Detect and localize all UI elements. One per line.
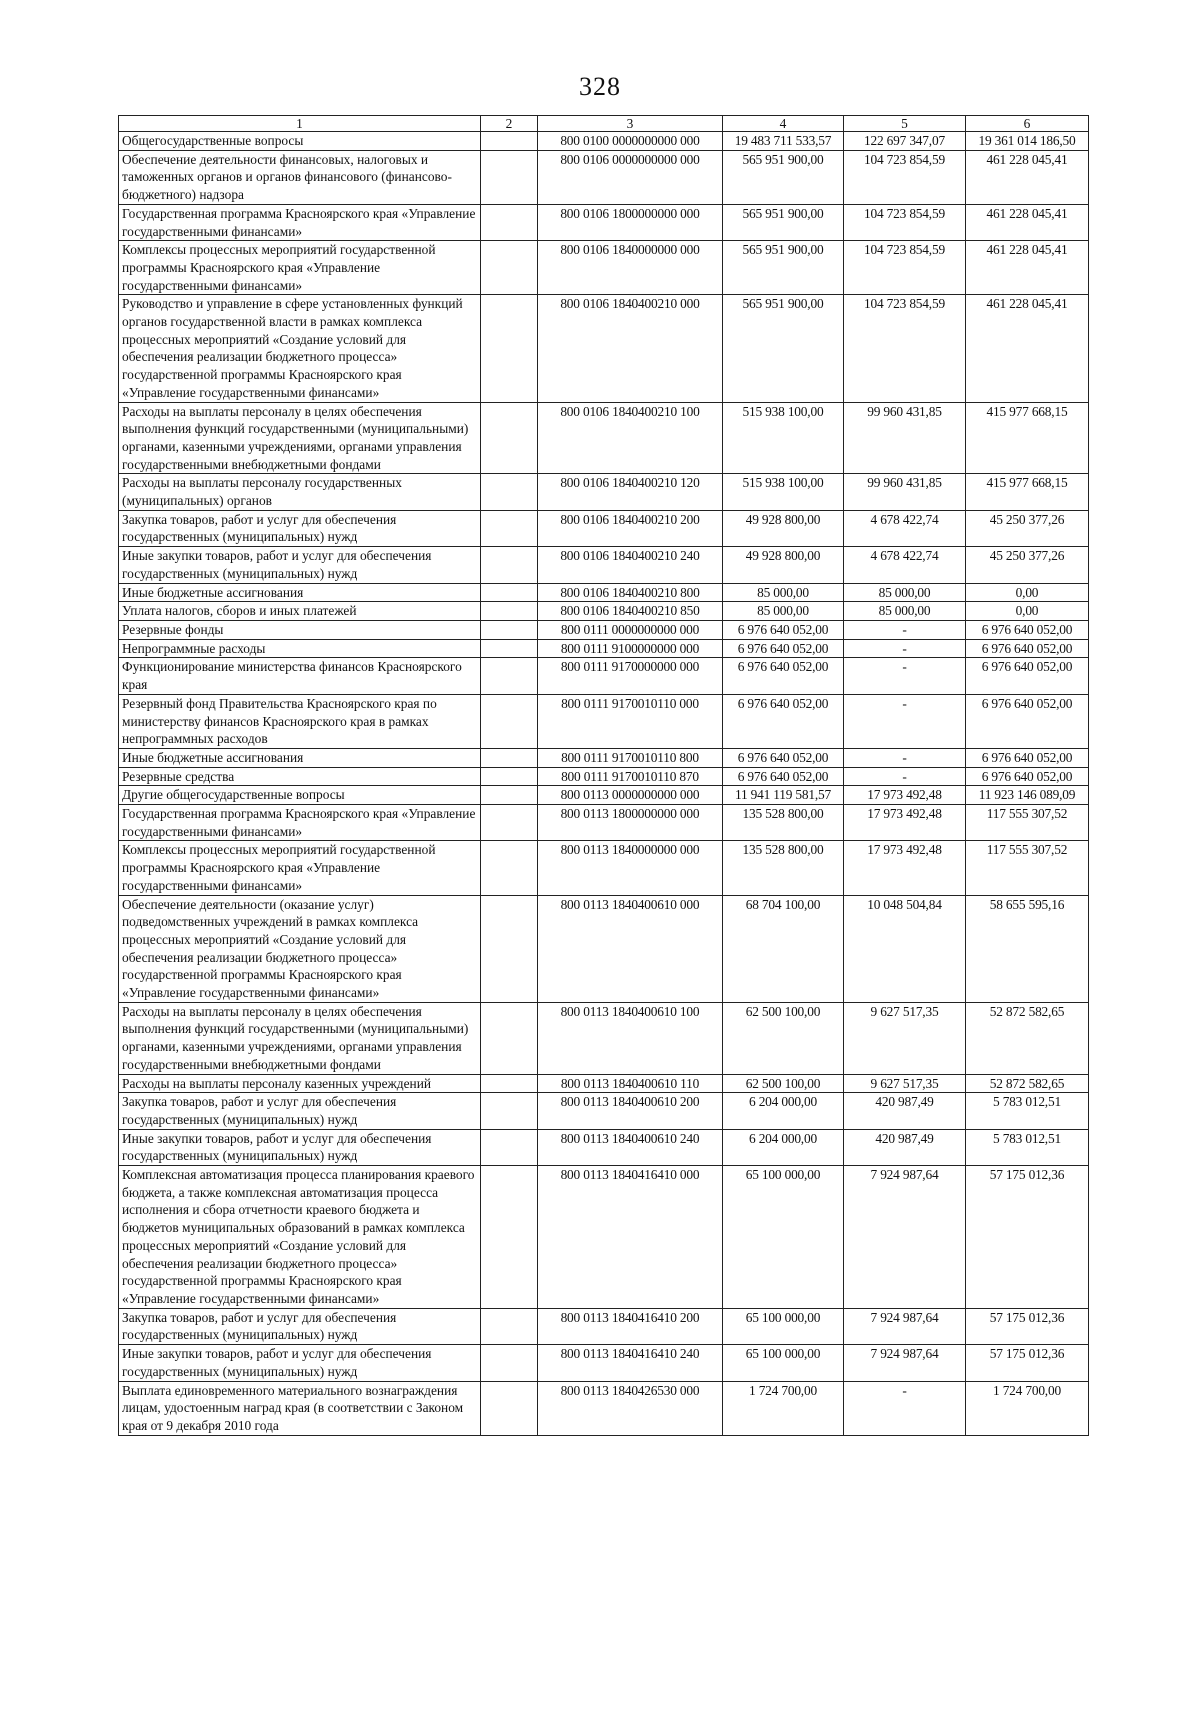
table-row <box>119 620 1089 639</box>
header-col-6: 6 <box>966 116 1089 132</box>
row-col5-cell: 420 987,49 <box>844 1093 966 1129</box>
header-col-4: 4 <box>723 116 844 132</box>
table-row <box>119 767 1089 786</box>
table-row <box>119 639 1089 658</box>
table-row <box>119 1074 1089 1093</box>
row-col4-cell: 565 951 900,00 <box>723 204 844 240</box>
row-col6-cell: 19 361 014 186,50 <box>966 132 1089 151</box>
row-col6-cell: 461 228 045,41 <box>966 241 1089 295</box>
row-col2-cell <box>481 805 538 841</box>
row-col2-cell <box>481 1166 538 1309</box>
row-col5-cell: 9 627 517,35 <box>844 1074 966 1093</box>
table-row <box>119 694 1089 748</box>
row-name-cell: Расходы на выплаты персоналу в целях обеспечения выполнения функций государственными (муниципальными) органами, казенными учреждениями, органами управления государственными внебюджетными фондами <box>119 402 481 474</box>
row-code-cell: 800 0113 1840416410 240 <box>538 1345 723 1381</box>
row-col6-cell: 5 783 012,51 <box>966 1093 1089 1129</box>
row-col2-cell <box>481 602 538 621</box>
row-code-cell: 800 0113 1840400610 240 <box>538 1129 723 1165</box>
row-col2-cell <box>481 1308 538 1344</box>
row-col2-cell <box>481 1129 538 1165</box>
page-number: 328 <box>579 72 621 101</box>
row-name-cell: Другие общегосударственные вопросы <box>119 786 481 805</box>
row-code-cell: 800 0113 1800000000 000 <box>538 805 723 841</box>
row-name-cell: Иные бюджетные ассигнования <box>119 748 481 767</box>
row-col2-cell <box>481 547 538 583</box>
row-col5-cell: 99 960 431,85 <box>844 402 966 474</box>
row-col2-cell <box>481 1002 538 1074</box>
row-col2-cell <box>481 204 538 240</box>
row-col2-cell <box>481 474 538 510</box>
row-name-cell: Комплексы процессных мероприятий государственной программы Красноярского края «Управление государственными финансами» <box>119 841 481 895</box>
row-col2-cell <box>481 895 538 1002</box>
row-code-cell: 800 0111 9100000000 000 <box>538 639 723 658</box>
row-name-cell: Закупка товаров, работ и услуг для обеспечения государственных (муниципальных) нужд <box>119 1308 481 1344</box>
row-col2-cell <box>481 658 538 694</box>
row-code-cell: 800 0113 1840400610 100 <box>538 1002 723 1074</box>
row-col6-cell: 57 175 012,36 <box>966 1308 1089 1344</box>
row-name-cell: Расходы на выплаты персоналу государственных (муниципальных) органов <box>119 474 481 510</box>
row-col6-cell: 415 977 668,15 <box>966 402 1089 474</box>
table-row <box>119 1002 1089 1074</box>
table-row <box>119 510 1089 546</box>
row-code-cell: 800 0106 1840400210 850 <box>538 602 723 621</box>
row-col4-cell: 62 500 100,00 <box>723 1074 844 1093</box>
row-col5-cell: 4 678 422,74 <box>844 547 966 583</box>
row-col4-cell: 6 976 640 052,00 <box>723 658 844 694</box>
row-col5-cell: - <box>844 1381 966 1435</box>
row-col4-cell: 565 951 900,00 <box>723 295 844 402</box>
row-col5-cell: 7 924 987,64 <box>844 1166 966 1309</box>
row-name-cell: Расходы на выплаты персоналу в целях обеспечения выполнения функций государственными (муниципальными) органами, казенными учреждениями, органами управления государственными внебюджетными фондами <box>119 1002 481 1074</box>
row-col6-cell: 6 976 640 052,00 <box>966 767 1089 786</box>
row-col4-cell: 85 000,00 <box>723 583 844 602</box>
table-row <box>119 786 1089 805</box>
table-row <box>119 1093 1089 1129</box>
row-col5-cell: 104 723 854,59 <box>844 241 966 295</box>
row-name-cell: Уплата налогов, сборов и иных платежей <box>119 602 481 621</box>
table-body <box>119 132 1089 1436</box>
row-code-cell: 800 0106 1840400210 000 <box>538 295 723 402</box>
row-col2-cell <box>481 150 538 204</box>
row-col6-cell: 58 655 595,16 <box>966 895 1089 1002</box>
row-col5-cell: 85 000,00 <box>844 602 966 621</box>
budget-table <box>118 115 1089 1436</box>
row-col4-cell: 68 704 100,00 <box>723 895 844 1002</box>
row-code-cell: 800 0113 1840400610 000 <box>538 895 723 1002</box>
table-row <box>119 1381 1089 1435</box>
row-col4-cell: 19 483 711 533,57 <box>723 132 844 151</box>
row-col4-cell: 135 528 800,00 <box>723 841 844 895</box>
row-col2-cell <box>481 620 538 639</box>
row-col4-cell: 515 938 100,00 <box>723 402 844 474</box>
row-col4-cell: 6 976 640 052,00 <box>723 620 844 639</box>
table-row <box>119 1166 1089 1309</box>
row-code-cell: 800 0113 1840426530 000 <box>538 1381 723 1435</box>
row-col5-cell: 104 723 854,59 <box>844 204 966 240</box>
row-col4-cell: 565 951 900,00 <box>723 241 844 295</box>
row-name-cell: Государственная программа Красноярского края «Управление государственными финансами» <box>119 204 481 240</box>
row-col6-cell: 415 977 668,15 <box>966 474 1089 510</box>
table-row <box>119 658 1089 694</box>
row-name-cell: Функционирование министерства финансов Красноярского края <box>119 658 481 694</box>
row-col2-cell <box>481 241 538 295</box>
row-col4-cell: 6 976 640 052,00 <box>723 639 844 658</box>
row-code-cell: 800 0106 0000000000 000 <box>538 150 723 204</box>
table-row <box>119 1308 1089 1344</box>
row-name-cell: Расходы на выплаты персоналу казенных учреждений <box>119 1074 481 1093</box>
row-col6-cell: 52 872 582,65 <box>966 1074 1089 1093</box>
row-col5-cell: 420 987,49 <box>844 1129 966 1165</box>
table-row <box>119 1345 1089 1381</box>
row-col6-cell: 6 976 640 052,00 <box>966 639 1089 658</box>
row-name-cell: Комплексная автоматизация процесса планирования краевого бюджета, а также комплексная автоматизация процесса исполнения и сбора отчетности краевого бюджета и бюджетов муниципальных образований в рамках комплекса процессных мероприятий «Создание условий для обеспечения реализации бюджетного процесса» государственной программы Красноярского края «Управление государственными финансами» <box>119 1166 481 1309</box>
row-name-cell: Закупка товаров, работ и услуг для обеспечения государственных (муниципальных) нужд <box>119 510 481 546</box>
row-col4-cell: 85 000,00 <box>723 602 844 621</box>
row-col4-cell: 135 528 800,00 <box>723 805 844 841</box>
row-col2-cell <box>481 402 538 474</box>
row-col5-cell: 104 723 854,59 <box>844 150 966 204</box>
row-col2-cell <box>481 767 538 786</box>
row-col4-cell: 49 928 800,00 <box>723 510 844 546</box>
row-col5-cell: - <box>844 767 966 786</box>
row-col6-cell: 45 250 377,26 <box>966 510 1089 546</box>
table-row <box>119 1129 1089 1165</box>
table-row <box>119 805 1089 841</box>
row-col4-cell: 1 724 700,00 <box>723 1381 844 1435</box>
row-code-cell: 800 0106 1840400210 200 <box>538 510 723 546</box>
row-name-cell: Общегосударственные вопросы <box>119 132 481 151</box>
row-col4-cell: 6 204 000,00 <box>723 1129 844 1165</box>
row-col5-cell: 7 924 987,64 <box>844 1308 966 1344</box>
row-col5-cell: - <box>844 748 966 767</box>
row-col6-cell: 5 783 012,51 <box>966 1129 1089 1165</box>
row-col6-cell: 57 175 012,36 <box>966 1166 1089 1309</box>
row-col6-cell: 45 250 377,26 <box>966 547 1089 583</box>
row-name-cell: Резервные фонды <box>119 620 481 639</box>
table-row <box>119 602 1089 621</box>
row-col2-cell <box>481 694 538 748</box>
row-name-cell: Государственная программа Красноярского края «Управление государственными финансами» <box>119 805 481 841</box>
row-name-cell: Резервный фонд Правительства Красноярского края по министерству финансов Красноярского края в рамках непрограммных расходов <box>119 694 481 748</box>
header-col-3: 3 <box>538 116 723 132</box>
row-name-cell: Иные закупки товаров, работ и услуг для обеспечения государственных (муниципальных) нужд <box>119 1345 481 1381</box>
row-col2-cell <box>481 295 538 402</box>
row-code-cell: 800 0113 0000000000 000 <box>538 786 723 805</box>
row-code-cell: 800 0106 1840400210 240 <box>538 547 723 583</box>
table-row <box>119 841 1089 895</box>
row-col5-cell: 104 723 854,59 <box>844 295 966 402</box>
row-col4-cell: 6 976 640 052,00 <box>723 694 844 748</box>
row-col6-cell: 6 976 640 052,00 <box>966 620 1089 639</box>
row-col6-cell: 6 976 640 052,00 <box>966 658 1089 694</box>
table-row <box>119 895 1089 1002</box>
row-col4-cell: 6 204 000,00 <box>723 1093 844 1129</box>
row-code-cell: 800 0106 1840400210 800 <box>538 583 723 602</box>
row-col4-cell: 65 100 000,00 <box>723 1166 844 1309</box>
row-col2-cell <box>481 1074 538 1093</box>
row-name-cell: Руководство и управление в сфере установленных функций органов государственной власти в рамках комплекса процессных мероприятий «Создание условий для обеспечения реализации бюджетного процесса» государственной программы Красноярского края «Управление государственными финансами» <box>119 295 481 402</box>
table-row <box>119 583 1089 602</box>
table-row <box>119 402 1089 474</box>
row-code-cell: 800 0113 1840416410 200 <box>538 1308 723 1344</box>
row-col5-cell: 85 000,00 <box>844 583 966 602</box>
row-code-cell: 800 0106 1840400210 120 <box>538 474 723 510</box>
table-row <box>119 241 1089 295</box>
row-col5-cell: - <box>844 639 966 658</box>
row-name-cell: Иные закупки товаров, работ и услуг для обеспечения государственных (муниципальных) нужд <box>119 547 481 583</box>
row-col6-cell: 6 976 640 052,00 <box>966 694 1089 748</box>
row-code-cell: 800 0113 1840000000 000 <box>538 841 723 895</box>
row-name-cell: Резервные средства <box>119 767 481 786</box>
row-col5-cell: 17 973 492,48 <box>844 805 966 841</box>
row-col4-cell: 65 100 000,00 <box>723 1345 844 1381</box>
row-col2-cell <box>481 510 538 546</box>
row-col5-cell: - <box>844 620 966 639</box>
row-col5-cell: - <box>844 658 966 694</box>
row-name-cell: Закупка товаров, работ и услуг для обеспечения государственных (муниципальных) нужд <box>119 1093 481 1129</box>
row-col2-cell <box>481 1381 538 1435</box>
row-name-cell: Иные закупки товаров, работ и услуг для обеспечения государственных (муниципальных) нужд <box>119 1129 481 1165</box>
row-col4-cell: 565 951 900,00 <box>723 150 844 204</box>
row-code-cell: 800 0111 9170010110 870 <box>538 767 723 786</box>
row-code-cell: 800 0111 9170010110 000 <box>538 694 723 748</box>
row-name-cell: Выплата единовременного материального вознаграждения лицам, удостоенным наград края (в соответствии с Законом края от 9 декабря 2010 года <box>119 1381 481 1435</box>
row-code-cell: 800 0100 0000000000 000 <box>538 132 723 151</box>
row-col5-cell: 10 048 504,84 <box>844 895 966 1002</box>
table-row <box>119 295 1089 402</box>
row-col6-cell: 0,00 <box>966 602 1089 621</box>
row-col4-cell: 65 100 000,00 <box>723 1308 844 1344</box>
row-col5-cell: 99 960 431,85 <box>844 474 966 510</box>
row-col2-cell <box>481 841 538 895</box>
row-col5-cell: 122 697 347,07 <box>844 132 966 151</box>
row-col6-cell: 461 228 045,41 <box>966 295 1089 402</box>
row-name-cell: Комплексы процессных мероприятий государственной программы Красноярского края «Управление государственными финансами» <box>119 241 481 295</box>
row-col5-cell: - <box>844 694 966 748</box>
table-row <box>119 474 1089 510</box>
row-col4-cell: 515 938 100,00 <box>723 474 844 510</box>
row-col4-cell: 49 928 800,00 <box>723 547 844 583</box>
header-col-2: 2 <box>481 116 538 132</box>
header-col-5: 5 <box>844 116 966 132</box>
row-col2-cell <box>481 583 538 602</box>
row-col2-cell <box>481 748 538 767</box>
row-col4-cell: 6 976 640 052,00 <box>723 767 844 786</box>
row-code-cell: 800 0111 9170010110 800 <box>538 748 723 767</box>
row-code-cell: 800 0106 1800000000 000 <box>538 204 723 240</box>
table-row <box>119 150 1089 204</box>
row-col6-cell: 0,00 <box>966 583 1089 602</box>
row-col6-cell: 461 228 045,41 <box>966 150 1089 204</box>
header-col-1: 1 <box>119 116 481 132</box>
row-code-cell: 800 0111 0000000000 000 <box>538 620 723 639</box>
row-col5-cell: 9 627 517,35 <box>844 1002 966 1074</box>
row-col6-cell: 117 555 307,52 <box>966 841 1089 895</box>
row-code-cell: 800 0106 1840000000 000 <box>538 241 723 295</box>
row-col6-cell: 461 228 045,41 <box>966 204 1089 240</box>
row-col6-cell: 6 976 640 052,00 <box>966 748 1089 767</box>
row-code-cell: 800 0113 1840416410 000 <box>538 1166 723 1309</box>
table-row <box>119 204 1089 240</box>
row-name-cell: Обеспечение деятельности финансовых, налоговых и таможенных органов и органов финансового (финансово-бюджетного) надзора <box>119 150 481 204</box>
row-name-cell: Обеспечение деятельности (оказание услуг) подведомственных учреждений в рамках комплекса процессных мероприятий «Создание условий для обеспечения реализации бюджетного процесса» государственной программы Красноярского края «Управление государственными финансами» <box>119 895 481 1002</box>
header-row <box>119 116 1089 132</box>
row-name-cell: Непрограммные расходы <box>119 639 481 658</box>
row-col6-cell: 57 175 012,36 <box>966 1345 1089 1381</box>
row-col2-cell <box>481 639 538 658</box>
row-code-cell: 800 0113 1840400610 110 <box>538 1074 723 1093</box>
row-col4-cell: 62 500 100,00 <box>723 1002 844 1074</box>
row-code-cell: 800 0106 1840400210 100 <box>538 402 723 474</box>
table-row <box>119 547 1089 583</box>
row-col4-cell: 11 941 119 581,57 <box>723 786 844 805</box>
row-col5-cell: 17 973 492,48 <box>844 786 966 805</box>
row-col2-cell <box>481 1093 538 1129</box>
row-col6-cell: 117 555 307,52 <box>966 805 1089 841</box>
row-col5-cell: 4 678 422,74 <box>844 510 966 546</box>
row-col4-cell: 6 976 640 052,00 <box>723 748 844 767</box>
row-col2-cell <box>481 132 538 151</box>
table-row <box>119 748 1089 767</box>
row-name-cell: Иные бюджетные ассигнования <box>119 583 481 602</box>
row-col5-cell: 7 924 987,64 <box>844 1345 966 1381</box>
row-col6-cell: 52 872 582,65 <box>966 1002 1089 1074</box>
row-code-cell: 800 0111 9170000000 000 <box>538 658 723 694</box>
row-col2-cell <box>481 786 538 805</box>
row-code-cell: 800 0113 1840400610 200 <box>538 1093 723 1129</box>
table-row <box>119 132 1089 151</box>
row-col5-cell: 17 973 492,48 <box>844 841 966 895</box>
row-col6-cell: 1 724 700,00 <box>966 1381 1089 1435</box>
row-col2-cell <box>481 1345 538 1381</box>
row-col6-cell: 11 923 146 089,09 <box>966 786 1089 805</box>
